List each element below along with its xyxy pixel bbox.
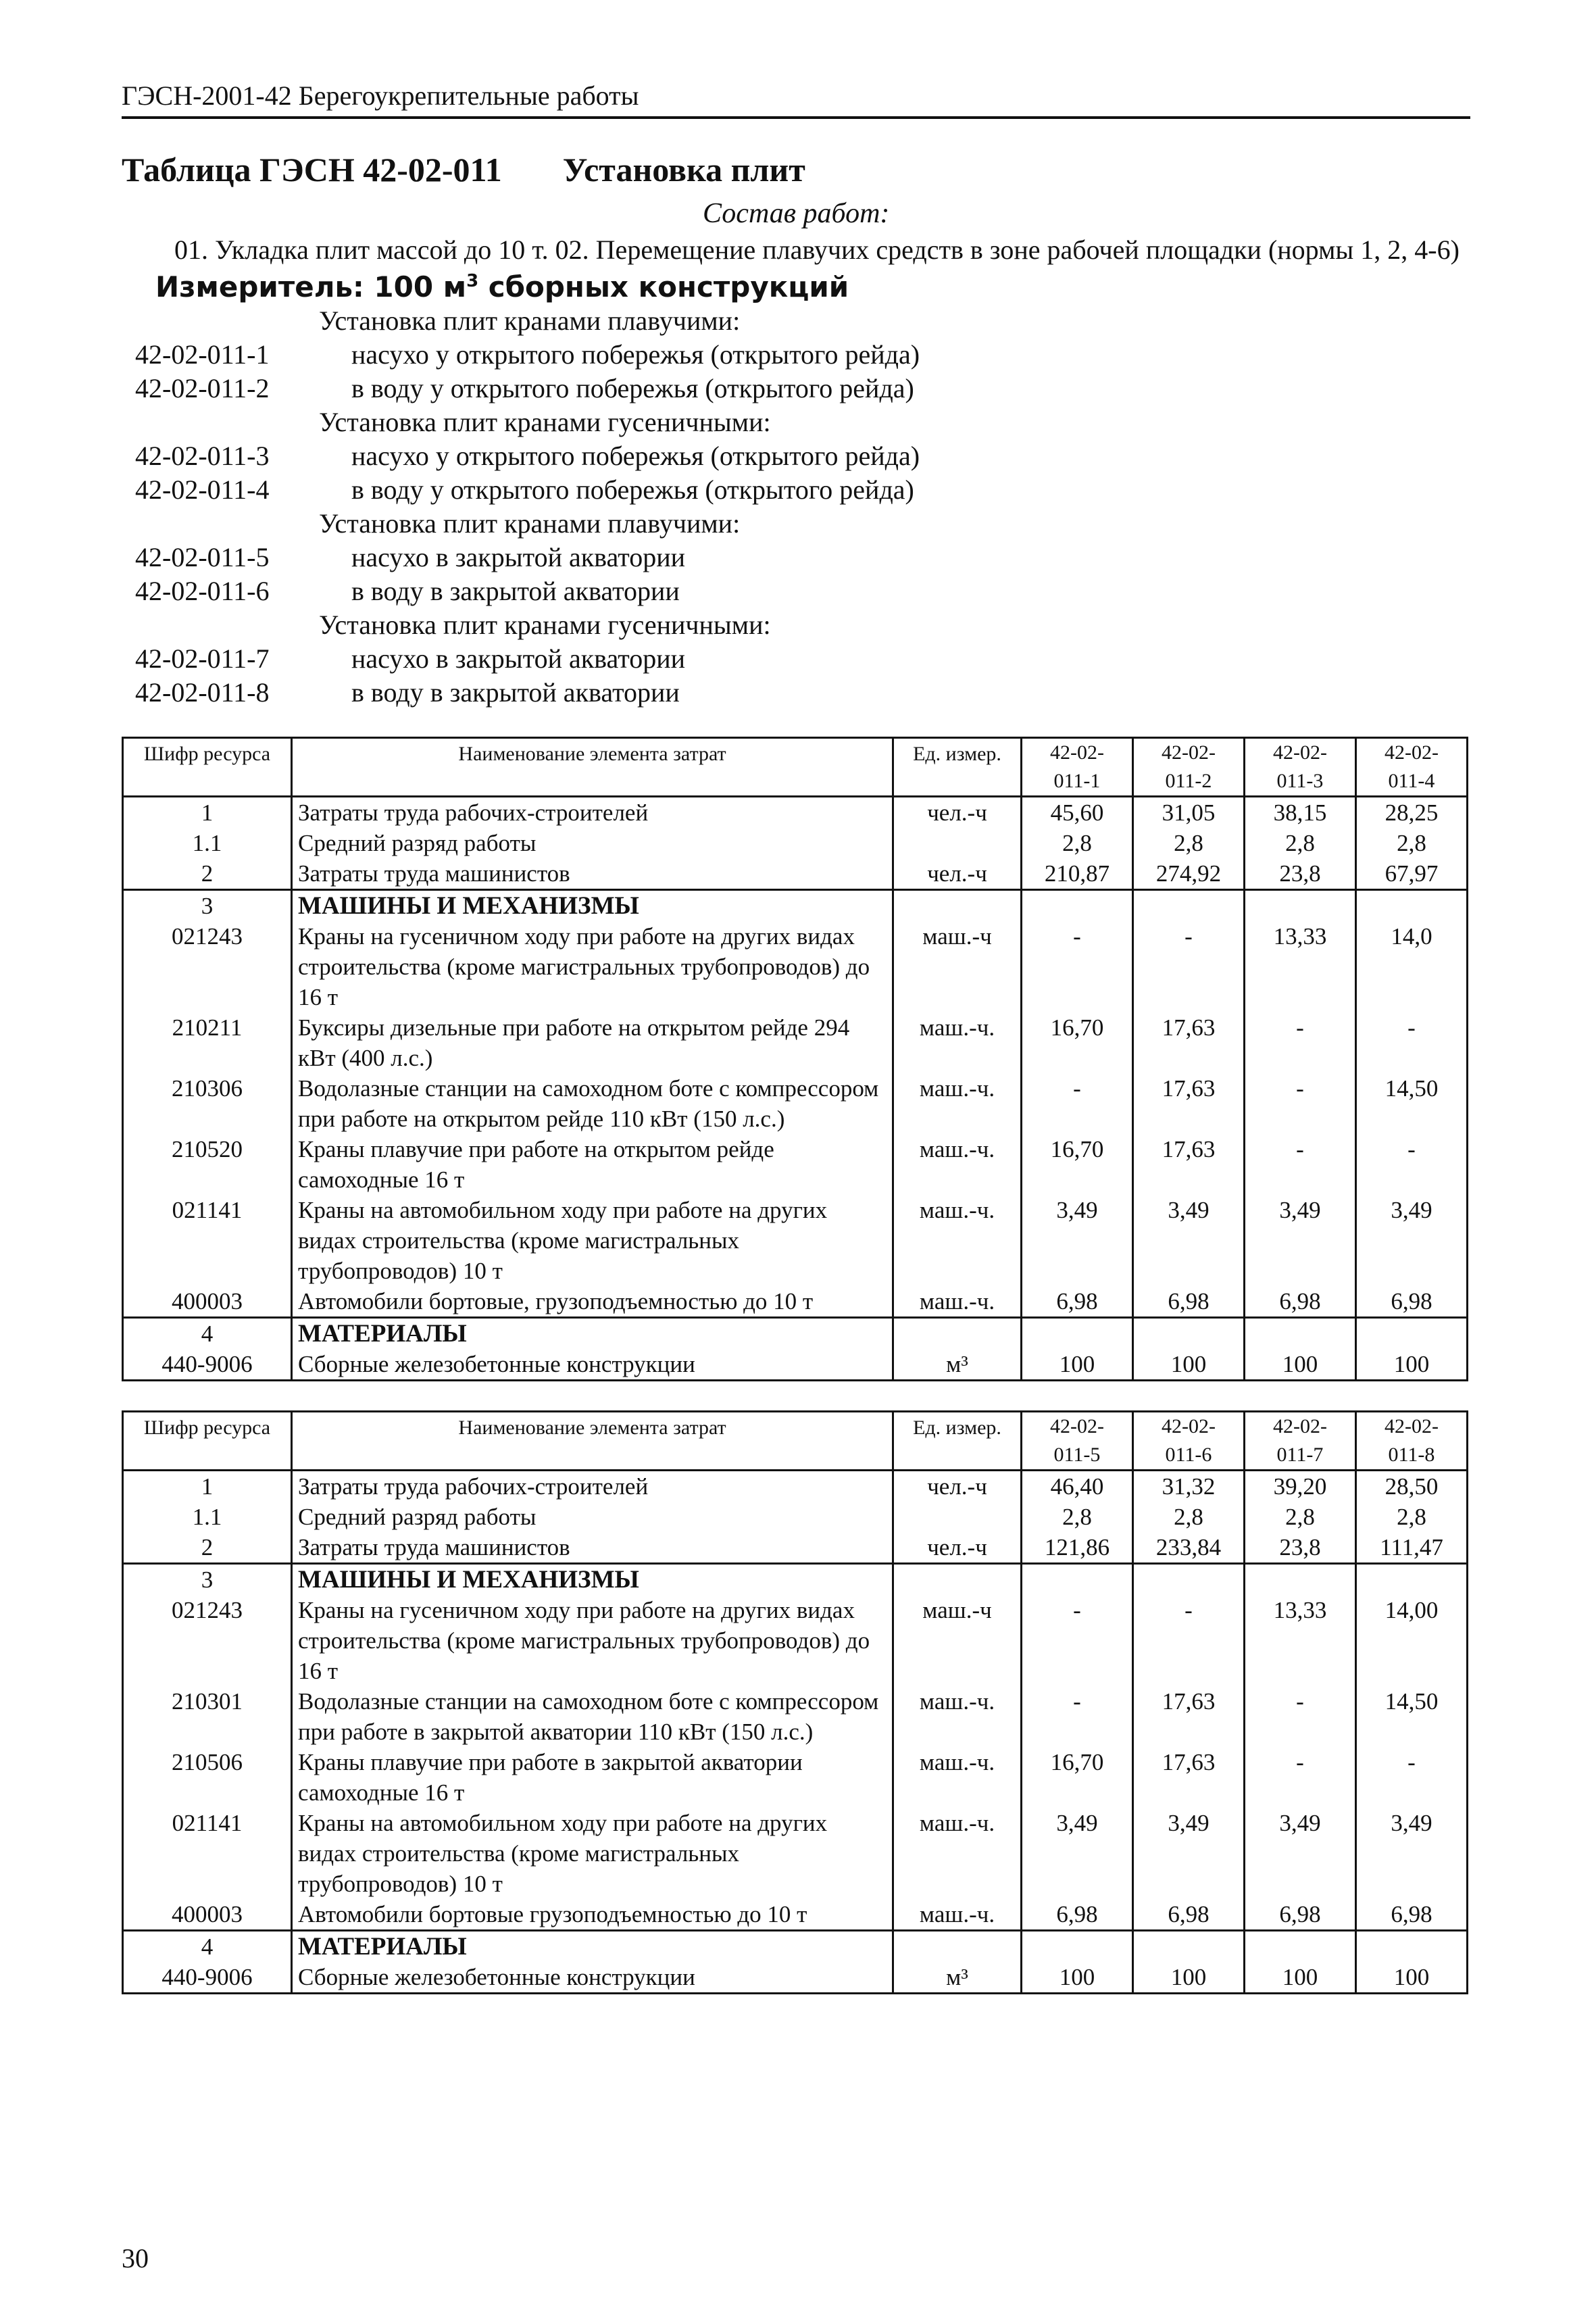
resource-table-1 bbox=[122, 737, 1468, 1381]
value-cell: 100 bbox=[1022, 1962, 1133, 1994]
value-cell bbox=[1022, 1564, 1133, 1596]
resource-code: 1.1 bbox=[123, 828, 292, 858]
norm-item bbox=[135, 338, 1419, 372]
norm-column-suffix: 011-7 bbox=[1276, 1444, 1324, 1466]
cost-element-name: Краны плавучие при работе в закрытой акватории самоходные 16 т bbox=[292, 1747, 893, 1808]
table-row bbox=[123, 1747, 1468, 1808]
section-row bbox=[123, 1564, 1468, 1596]
unit-cell bbox=[893, 1931, 1022, 1963]
header-norm-column bbox=[1133, 1412, 1245, 1471]
value-cell: 28,50 bbox=[1356, 1471, 1468, 1502]
header-row bbox=[123, 1412, 1468, 1471]
header-norm-column bbox=[1133, 738, 1245, 797]
value-cell: 100 bbox=[1245, 1962, 1356, 1994]
table-row bbox=[123, 1962, 1468, 1994]
value-cell: 210,87 bbox=[1022, 858, 1133, 890]
value-cell: 3,49 bbox=[1022, 1808, 1133, 1899]
value-cell: - bbox=[1022, 1686, 1133, 1747]
value-cell: 233,84 bbox=[1133, 1532, 1245, 1564]
resource-code: 1.1 bbox=[123, 1502, 292, 1532]
norm-group-label: Установка плит кранами плавучими: bbox=[319, 305, 741, 336]
resource-code: 210306 bbox=[123, 1073, 292, 1134]
norm-column-prefix: 42-02- bbox=[1050, 1415, 1104, 1437]
table-row bbox=[123, 1471, 1468, 1502]
measurement-unit bbox=[155, 270, 849, 303]
table-row bbox=[123, 1808, 1468, 1899]
value-cell: - bbox=[1356, 1747, 1468, 1808]
cost-element-name: Затраты труда машинистов bbox=[292, 858, 893, 890]
unit-cell: м³ bbox=[893, 1349, 1022, 1381]
norm-code: 42-02-011-2 bbox=[135, 373, 270, 403]
resource-code: 2 bbox=[123, 858, 292, 890]
table-name: Установка плит bbox=[562, 151, 805, 189]
value-cell bbox=[1133, 890, 1245, 922]
value-cell: 16,70 bbox=[1022, 1747, 1133, 1808]
value-cell: - bbox=[1245, 1012, 1356, 1073]
cost-element-name: Затраты труда рабочих-строителей bbox=[292, 1471, 893, 1502]
resource-code: 400003 bbox=[123, 1286, 292, 1318]
norm-description: в воду в закрытой акватории bbox=[351, 576, 680, 606]
norm-description: насухо у открытого побережья (открытого рейда) bbox=[351, 339, 920, 370]
unit-cell bbox=[893, 1564, 1022, 1596]
table-row bbox=[123, 1195, 1468, 1286]
value-cell: 31,05 bbox=[1133, 797, 1245, 829]
value-cell: 100 bbox=[1356, 1962, 1468, 1994]
value-cell: - bbox=[1245, 1686, 1356, 1747]
value-cell: 100 bbox=[1022, 1349, 1133, 1381]
value-cell: 3,49 bbox=[1133, 1195, 1245, 1286]
value-cell: 38,15 bbox=[1245, 797, 1356, 829]
norm-item bbox=[135, 439, 1419, 473]
resource-table-2 bbox=[122, 1410, 1468, 1994]
header-unit: Ед. измер. bbox=[893, 1412, 1022, 1471]
header-resource-code: Шифр ресурса bbox=[123, 738, 292, 797]
cost-element-name: Краны на гусеничном ходу при работе на других видах строительства (кроме магистральных трубопроводов) до 16 т bbox=[292, 921, 893, 1012]
value-cell: 2,8 bbox=[1245, 828, 1356, 858]
value-cell: - bbox=[1022, 1595, 1133, 1686]
cost-element-name: Средний разряд работы bbox=[292, 828, 893, 858]
unit-cell: маш.-ч. bbox=[893, 1012, 1022, 1073]
norm-description: в воду у открытого побережья (открытого рейда) bbox=[351, 474, 914, 505]
unit-cell: чел.-ч bbox=[893, 1532, 1022, 1564]
norm-description: насухо в закрытой акватории bbox=[351, 542, 686, 572]
norm-item bbox=[135, 574, 1419, 608]
section-title: МАШИНЫ И МЕХАНИЗМЫ bbox=[292, 1564, 893, 1596]
section-row bbox=[123, 1318, 1468, 1350]
value-cell: 45,60 bbox=[1022, 797, 1133, 829]
header-rule bbox=[122, 116, 1470, 119]
work-composition-text: 01. Укладка плит массой до 10 т. 02. Перемещение плавучих средств в зоне рабочей площадки (нормы 1, 2, 4-6) bbox=[174, 235, 1460, 265]
value-cell: 67,97 bbox=[1356, 858, 1468, 890]
value-cell: - bbox=[1133, 1595, 1245, 1686]
header-norm-column bbox=[1245, 1412, 1356, 1471]
value-cell: - bbox=[1245, 1747, 1356, 1808]
value-cell: 6,98 bbox=[1356, 1899, 1468, 1931]
value-cell: 121,86 bbox=[1022, 1532, 1133, 1564]
value-cell: 17,63 bbox=[1133, 1012, 1245, 1073]
section-title: МАШИНЫ И МЕХАНИЗМЫ bbox=[292, 890, 893, 922]
unit-cell: маш.-ч. bbox=[893, 1686, 1022, 1747]
unit-cell: чел.-ч bbox=[893, 1471, 1022, 1502]
value-cell bbox=[1133, 1318, 1245, 1350]
value-cell bbox=[1133, 1931, 1245, 1963]
norm-code: 42-02-011-7 bbox=[135, 643, 270, 674]
work-composition-heading: Состав работ: bbox=[703, 198, 890, 229]
value-cell: 3,49 bbox=[1133, 1808, 1245, 1899]
value-cell: 31,32 bbox=[1133, 1471, 1245, 1502]
norm-item bbox=[135, 642, 1419, 676]
table-row bbox=[123, 1502, 1468, 1532]
norm-column-prefix: 42-02- bbox=[1162, 1415, 1216, 1437]
page-number: 30 bbox=[122, 2243, 149, 2273]
value-cell: 3,49 bbox=[1022, 1195, 1133, 1286]
value-cell: 2,8 bbox=[1022, 828, 1133, 858]
resource-code: 210520 bbox=[123, 1134, 292, 1195]
value-cell: 100 bbox=[1356, 1349, 1468, 1381]
value-cell: 23,8 bbox=[1245, 1532, 1356, 1564]
resource-code: 2 bbox=[123, 1532, 292, 1564]
norm-column-prefix: 42-02- bbox=[1385, 1415, 1439, 1437]
value-cell: 3,49 bbox=[1356, 1195, 1468, 1286]
value-cell: 39,20 bbox=[1245, 1471, 1356, 1502]
unit-cell bbox=[893, 828, 1022, 858]
norm-item bbox=[135, 473, 1419, 507]
value-cell: 6,98 bbox=[1022, 1899, 1133, 1931]
resource-code: 021141 bbox=[123, 1808, 292, 1899]
unit-cell bbox=[893, 890, 1022, 922]
value-cell: 6,98 bbox=[1022, 1286, 1133, 1318]
value-cell: - bbox=[1356, 1012, 1468, 1073]
value-cell: 14,50 bbox=[1356, 1686, 1468, 1747]
cost-element-name: Краны на гусеничном ходу при работе на других видах строительства (кроме магистральных трубопроводов) до 16 т bbox=[292, 1595, 893, 1686]
value-cell: 2,8 bbox=[1133, 828, 1245, 858]
cost-element-name: Краны на автомобильном ходу при работе на других видах строительства (кроме магистральных трубопроводов) 10 т bbox=[292, 1808, 893, 1899]
value-cell bbox=[1245, 1318, 1356, 1350]
value-cell: - bbox=[1022, 1073, 1133, 1134]
resource-code: 210211 bbox=[123, 1012, 292, 1073]
resource-code: 210506 bbox=[123, 1747, 292, 1808]
cost-element-name: Сборные железобетонные конструкции bbox=[292, 1962, 893, 1994]
table-row bbox=[123, 1349, 1468, 1381]
value-cell: 14,00 bbox=[1356, 1595, 1468, 1686]
header-norm-column bbox=[1356, 1412, 1468, 1471]
value-cell: 100 bbox=[1133, 1349, 1245, 1381]
value-cell: - bbox=[1022, 921, 1133, 1012]
cost-element-name: Автомобили бортовые, грузоподъемностью до 10 т bbox=[292, 1286, 893, 1318]
value-cell: 111,47 bbox=[1356, 1532, 1468, 1564]
norm-column-prefix: 42-02- bbox=[1273, 741, 1327, 764]
norm-column-suffix: 011-2 bbox=[1165, 770, 1212, 792]
norm-column-prefix: 42-02- bbox=[1162, 741, 1216, 764]
header-resource-code: Шифр ресурса bbox=[123, 1412, 292, 1471]
table-row bbox=[123, 1012, 1468, 1073]
header-unit: Ед. измер. bbox=[893, 738, 1022, 797]
norm-column-suffix: 011-4 bbox=[1388, 770, 1435, 792]
value-cell: 2,8 bbox=[1356, 1502, 1468, 1532]
norm-code: 42-02-011-3 bbox=[135, 441, 270, 471]
cost-element-name: Сборные железобетонные конструкции bbox=[292, 1349, 893, 1381]
cost-element-name: Затраты труда машинистов bbox=[292, 1532, 893, 1564]
norm-column-suffix: 011-1 bbox=[1053, 770, 1101, 792]
resource-code: 440-9006 bbox=[123, 1349, 292, 1381]
value-cell: 14,0 bbox=[1356, 921, 1468, 1012]
value-cell: 6,98 bbox=[1245, 1286, 1356, 1318]
norm-description: в воду в закрытой акватории bbox=[351, 677, 680, 708]
table-row bbox=[123, 797, 1468, 829]
cost-element-name: Средний разряд работы bbox=[292, 1502, 893, 1532]
value-cell: 2,8 bbox=[1356, 828, 1468, 858]
value-cell: - bbox=[1133, 921, 1245, 1012]
value-cell: 14,50 bbox=[1356, 1073, 1468, 1134]
table-row bbox=[123, 1595, 1468, 1686]
resource-code: 210301 bbox=[123, 1686, 292, 1747]
cost-element-name: Затраты труда рабочих-строителей bbox=[292, 797, 893, 829]
header-norm-column bbox=[1356, 738, 1468, 797]
header-row bbox=[123, 738, 1468, 797]
value-cell: 6,98 bbox=[1133, 1286, 1245, 1318]
norm-group-label: Установка плит кранами плавучими: bbox=[319, 508, 741, 539]
header-norm-column bbox=[1245, 738, 1356, 797]
value-cell bbox=[1022, 1318, 1133, 1350]
header-norm-column bbox=[1022, 738, 1133, 797]
section-row bbox=[123, 1931, 1468, 1963]
value-cell bbox=[1133, 1564, 1245, 1596]
unit-cell: маш.-ч. bbox=[893, 1899, 1022, 1931]
norm-item bbox=[135, 676, 1419, 710]
value-cell: 3,49 bbox=[1356, 1808, 1468, 1899]
unit-cell bbox=[893, 1318, 1022, 1350]
unit-cell: маш.-ч. bbox=[893, 1073, 1022, 1134]
cost-element-name: Автомобили бортовые грузоподъемностью до 10 т bbox=[292, 1899, 893, 1931]
row-group bbox=[123, 1471, 1468, 1564]
norm-code: 42-02-011-8 bbox=[135, 677, 270, 708]
value-cell: 6,98 bbox=[1245, 1899, 1356, 1931]
running-head: ГЭСН-2001-42 Берегоукрепительные работы bbox=[122, 80, 639, 111]
value-cell: 16,70 bbox=[1022, 1134, 1133, 1195]
cost-element-name: Водолазные станции на самоходном боте с компрессором при работе в закрытой акватории 110 кВт (150 л.с.) bbox=[292, 1686, 893, 1747]
unit-cell: маш.-ч. bbox=[893, 1134, 1022, 1195]
value-cell: 6,98 bbox=[1356, 1286, 1468, 1318]
row-group bbox=[123, 1931, 1468, 1994]
unit-exponent: 3 bbox=[466, 271, 479, 291]
value-cell: 16,70 bbox=[1022, 1012, 1133, 1073]
norm-code: 42-02-011-4 bbox=[135, 474, 270, 505]
norm-column-suffix: 011-5 bbox=[1053, 1444, 1101, 1466]
header-cost-element: Наименование элемента затрат bbox=[292, 1412, 893, 1471]
value-cell: 100 bbox=[1133, 1962, 1245, 1994]
norm-group-heading bbox=[135, 608, 1419, 642]
value-cell: - bbox=[1245, 1073, 1356, 1134]
resource-code: 440-9006 bbox=[123, 1962, 292, 1994]
row-group bbox=[123, 797, 1468, 890]
norm-description: насухо у открытого побережья (открытого рейда) bbox=[351, 441, 920, 471]
value-cell: 2,8 bbox=[1245, 1502, 1356, 1532]
value-cell: - bbox=[1245, 1134, 1356, 1195]
resource-code: 1 bbox=[123, 797, 292, 829]
value-cell: 46,40 bbox=[1022, 1471, 1133, 1502]
value-cell: 274,92 bbox=[1133, 858, 1245, 890]
unit-cell: маш.-ч. bbox=[893, 1808, 1022, 1899]
section-title: МАТЕРИАЛЫ bbox=[292, 1931, 893, 1963]
norm-column-prefix: 42-02- bbox=[1385, 741, 1439, 764]
cost-element-name: Краны плавучие при работе на открытом рейде самоходные 16 т bbox=[292, 1134, 893, 1195]
value-cell bbox=[1356, 1564, 1468, 1596]
value-cell bbox=[1022, 890, 1133, 922]
cost-element-name: Краны на автомобильном ходу при работе на других видах строительства (кроме магистральных трубопроводов) 10 т bbox=[292, 1195, 893, 1286]
norm-column-suffix: 011-6 bbox=[1165, 1444, 1212, 1466]
unit-cell: маш.-ч. bbox=[893, 1286, 1022, 1318]
value-cell bbox=[1245, 1931, 1356, 1963]
resource-code: 400003 bbox=[123, 1899, 292, 1931]
resource-code: 1 bbox=[123, 1471, 292, 1502]
value-cell: 6,98 bbox=[1133, 1899, 1245, 1931]
value-cell: 13,33 bbox=[1245, 1595, 1356, 1686]
value-cell bbox=[1356, 1931, 1468, 1963]
table-row bbox=[123, 828, 1468, 858]
unit-cell: маш.-ч bbox=[893, 1595, 1022, 1686]
unit-cell bbox=[893, 1502, 1022, 1532]
resource-code: 021141 bbox=[123, 1195, 292, 1286]
norm-group-heading bbox=[135, 405, 1419, 439]
norm-column-prefix: 42-02- bbox=[1273, 1415, 1327, 1437]
page-title bbox=[122, 150, 805, 189]
value-cell bbox=[1356, 1318, 1468, 1350]
unit-cell: маш.-ч bbox=[893, 921, 1022, 1012]
value-cell: 17,63 bbox=[1133, 1747, 1245, 1808]
row-group bbox=[123, 1564, 1468, 1931]
value-cell bbox=[1022, 1931, 1133, 1963]
norm-list bbox=[135, 304, 1419, 710]
norm-group-label: Установка плит кранами гусеничными: bbox=[319, 610, 771, 640]
value-cell: 23,8 bbox=[1245, 858, 1356, 890]
value-cell bbox=[1356, 890, 1468, 922]
resource-code: 4 bbox=[123, 1931, 292, 1963]
header-norm-column bbox=[1022, 1412, 1133, 1471]
table-code: Таблица ГЭСН 42-02-011 bbox=[122, 151, 502, 189]
section-row bbox=[123, 890, 1468, 922]
value-cell bbox=[1245, 890, 1356, 922]
row-group bbox=[123, 890, 1468, 1318]
norm-item bbox=[135, 372, 1419, 405]
header-cost-element: Наименование элемента затрат bbox=[292, 738, 893, 797]
unit-prefix: Измеритель: 100 м bbox=[155, 270, 467, 303]
value-cell: 3,49 bbox=[1245, 1195, 1356, 1286]
resource-code: 3 bbox=[123, 890, 292, 922]
value-cell: 17,63 bbox=[1133, 1686, 1245, 1747]
table-row bbox=[123, 1073, 1468, 1134]
value-cell: 2,8 bbox=[1133, 1502, 1245, 1532]
unit-cell: маш.-ч. bbox=[893, 1747, 1022, 1808]
table-row bbox=[123, 1532, 1468, 1564]
value-cell bbox=[1245, 1564, 1356, 1596]
table-row bbox=[123, 858, 1468, 890]
norm-description: в воду у открытого побережья (открытого рейда) bbox=[351, 373, 914, 403]
unit-cell: м³ bbox=[893, 1962, 1022, 1994]
value-cell: - bbox=[1356, 1134, 1468, 1195]
unit-cell: чел.-ч bbox=[893, 858, 1022, 890]
resource-code: 021243 bbox=[123, 921, 292, 1012]
value-cell: 100 bbox=[1245, 1349, 1356, 1381]
norm-code: 42-02-011-6 bbox=[135, 576, 270, 606]
row-group bbox=[123, 1318, 1468, 1381]
norm-code: 42-02-011-1 bbox=[135, 339, 270, 370]
resource-code: 3 bbox=[123, 1564, 292, 1596]
table-row bbox=[123, 1899, 1468, 1931]
norm-column-suffix: 011-3 bbox=[1276, 770, 1324, 792]
unit-suffix: сборных конструкций bbox=[478, 270, 849, 303]
unit-cell: маш.-ч. bbox=[893, 1195, 1022, 1286]
norm-group-heading bbox=[135, 304, 1419, 338]
norm-code: 42-02-011-5 bbox=[135, 542, 270, 572]
norm-item bbox=[135, 541, 1419, 574]
norm-group-heading bbox=[135, 507, 1419, 541]
value-cell: 17,63 bbox=[1133, 1073, 1245, 1134]
value-cell: 13,33 bbox=[1245, 921, 1356, 1012]
resource-code: 021243 bbox=[123, 1595, 292, 1686]
table-row bbox=[123, 1686, 1468, 1747]
resource-code: 4 bbox=[123, 1318, 292, 1350]
norm-description: насухо в закрытой акватории bbox=[351, 643, 686, 674]
norm-column-prefix: 42-02- bbox=[1050, 741, 1104, 764]
norm-column-suffix: 011-8 bbox=[1388, 1444, 1435, 1466]
value-cell: 28,25 bbox=[1356, 797, 1468, 829]
norm-group-label: Установка плит кранами гусеничными: bbox=[319, 407, 771, 437]
value-cell: 2,8 bbox=[1022, 1502, 1133, 1532]
table-row bbox=[123, 921, 1468, 1012]
cost-element-name: Буксиры дизельные при работе на открытом рейде 294 кВт (400 л.с.) bbox=[292, 1012, 893, 1073]
value-cell: 3,49 bbox=[1245, 1808, 1356, 1899]
value-cell: 17,63 bbox=[1133, 1134, 1245, 1195]
section-title: МАТЕРИАЛЫ bbox=[292, 1318, 893, 1350]
cost-element-name: Водолазные станции на самоходном боте с компрессором при работе на открытом рейде 110 кВт (150 л.с.) bbox=[292, 1073, 893, 1134]
table-row bbox=[123, 1286, 1468, 1318]
unit-cell: чел.-ч bbox=[893, 797, 1022, 829]
table-row bbox=[123, 1134, 1468, 1195]
